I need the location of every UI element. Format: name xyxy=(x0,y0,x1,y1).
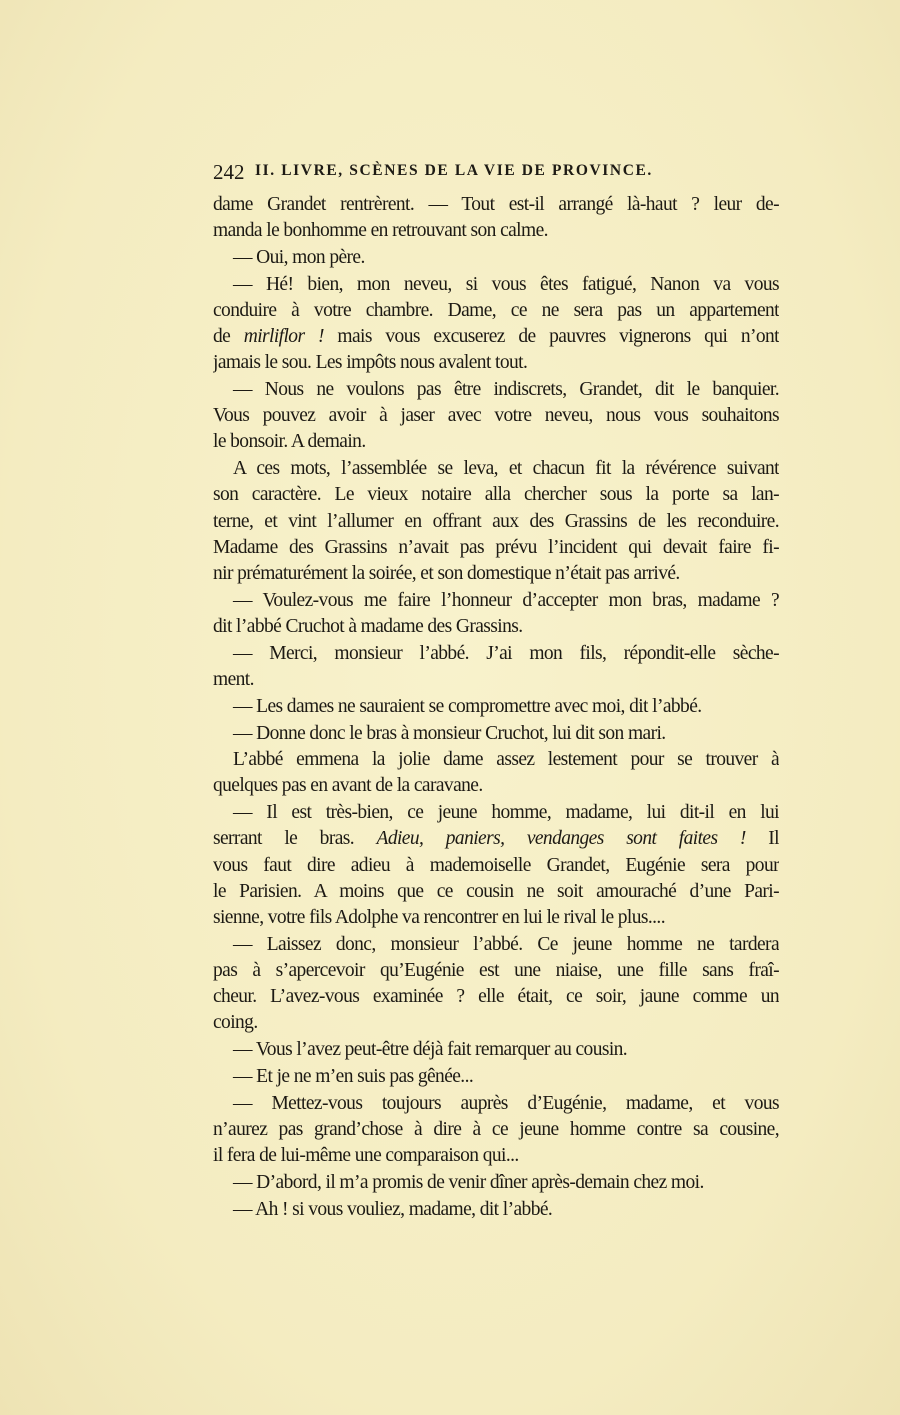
paragraph xyxy=(213,932,779,1037)
paragraph xyxy=(213,1037,779,1063)
text-line xyxy=(213,456,779,482)
paragraph xyxy=(213,1091,779,1170)
text-segment: cheur. L’avez-vous examinée ? elle était, ce soir, jaune comme un xyxy=(213,986,779,1008)
text-segment: — Mettez-vous toujours auprès d’Eugénie, madame, et vous xyxy=(233,1092,779,1114)
text-segment: il fera de lui-même une comparaison qui... xyxy=(213,1145,519,1167)
text-line xyxy=(213,535,779,561)
text-segment: — Nous ne voulons pas être indiscrets, Grandet, dit le banquier. xyxy=(233,379,779,401)
text-segment: dame Grandet rentrèrent. — Tout est-il arrangé là-haut ? leur de- xyxy=(213,194,779,215)
text-segment: jamais le sou. Les impôts nous avalent tout. xyxy=(213,352,528,374)
running-title: II. LIVRE, SCÈNES DE LA VIE DE PROVINCE. xyxy=(255,162,653,179)
text-segment: Vous pouvez avoir à jaser avec votre neveu, nous vous souhaitons xyxy=(213,405,779,427)
text-line xyxy=(213,879,779,905)
text-line xyxy=(213,694,779,720)
text-segment: serrant le bras. xyxy=(213,828,377,850)
text-segment: — Les dames ne sauraient se compromettre avec moi, dit l’abbé. xyxy=(233,695,702,717)
text-segment: mais vous excuserez de pauvres vignerons qui n’ont xyxy=(323,326,779,348)
text-line xyxy=(213,324,779,350)
text-line xyxy=(213,1091,779,1117)
text-segment: sienne, votre fils Adolphe va rencontrer en lui le rival le plus.... xyxy=(213,907,665,928)
paragraph xyxy=(213,456,779,587)
text-segment: — Vous l’avez peut-être déjà fait remarquer au cousin. xyxy=(233,1039,628,1061)
paragraph xyxy=(213,1170,779,1196)
text-line xyxy=(213,1037,779,1063)
text-line xyxy=(213,1064,779,1090)
paragraph xyxy=(213,694,779,720)
text-line xyxy=(213,245,779,271)
text-segment: A ces mots, l’assemblée se leva, et chacun fit la révérence suivant xyxy=(233,458,779,480)
text-segment: Madame des Grassins n’avait pas prévu l’incident qui devait faire fi- xyxy=(213,536,779,558)
paragraph xyxy=(213,747,779,799)
text-segment: pas à s’apercevoir qu’Eugénie est une niaise, une fille sans fraî- xyxy=(213,959,779,981)
text-line xyxy=(213,561,779,587)
text-segment: — Hé! bien, mon neveu, si vous êtes fatigué, Nanon va vous xyxy=(233,273,779,295)
text-segment: Il xyxy=(745,828,779,850)
text-line xyxy=(213,1170,779,1196)
text-segment: — Oui, mon père. xyxy=(233,246,365,268)
text-segment: — D’abord, il m’a promis de venir dîner après-demain chez moi. xyxy=(233,1171,704,1193)
text-line xyxy=(213,509,779,535)
paragraph xyxy=(213,1064,779,1090)
text-segment: de xyxy=(213,326,244,348)
paragraph xyxy=(213,721,779,747)
text-line xyxy=(213,1143,779,1169)
text-line xyxy=(213,773,779,799)
text-line xyxy=(213,218,779,244)
text-segment: — Il est très-bien, ce jeune homme, madame, lui dit-il en lui xyxy=(233,802,779,824)
text-line xyxy=(213,588,779,614)
text-segment: dit l’abbé Cruchot à madame des Grassins. xyxy=(213,615,523,637)
text-segment: manda le bonhomme en retrouvant son calme. xyxy=(213,220,548,242)
text-segment: — Ah ! si vous vouliez, madame, dit l’abbé. xyxy=(233,1198,553,1220)
paragraph xyxy=(213,272,779,377)
text-line xyxy=(213,747,779,773)
text-line xyxy=(213,932,779,958)
text-line xyxy=(213,429,779,455)
text-line xyxy=(213,853,779,879)
text-line xyxy=(213,192,779,218)
text-segment: n’aurez pas grand’chose à dire à ce jeune homme contre sa cousine, xyxy=(213,1118,779,1140)
text-segment: — Et je ne m’en suis pas gênée... xyxy=(233,1065,474,1087)
text-line xyxy=(213,958,779,984)
text-segment: — Merci, monsieur l’abbé. J’ai mon fils, répondit-elle sèche- xyxy=(233,642,779,664)
text-segment: le Parisien. A moins que ce cousin ne soit amouraché d’une Pari- xyxy=(213,880,779,902)
paragraph xyxy=(213,641,779,693)
text-segment: nir prématurément la soirée, et son domestique n’était pas arrivé. xyxy=(213,563,680,584)
text-line xyxy=(213,721,779,747)
running-header xyxy=(213,160,779,186)
text-line xyxy=(213,641,779,667)
paragraph xyxy=(213,1197,779,1223)
text-line xyxy=(213,905,779,931)
paragraph xyxy=(213,377,779,456)
text-segment: quelques pas en avant de la caravane. xyxy=(213,775,483,797)
paragraph xyxy=(213,588,779,640)
text-line xyxy=(213,984,779,1010)
text-line xyxy=(213,1117,779,1143)
text-segment: terne, et vint l’allumer en offrant aux des Grassins de les reconduire. xyxy=(213,510,779,532)
text-segment: — Donne donc le bras à monsieur Cruchot, lui dit son mari. xyxy=(233,722,666,744)
text-line xyxy=(213,826,779,852)
text-line xyxy=(213,272,779,298)
text-segment: le bonsoir. A demain. xyxy=(213,431,366,453)
text-line xyxy=(213,614,779,640)
text-line xyxy=(213,298,779,324)
text-segment: coing. xyxy=(213,1012,258,1034)
text-line xyxy=(213,482,779,508)
text-segment: L’abbé emmena la jolie dame assez lestement pour se trouver à xyxy=(233,749,779,771)
text-line xyxy=(213,1197,779,1223)
text-segment: — Laissez donc, monsieur l’abbé. Ce jeune homme ne tardera xyxy=(233,933,779,955)
italic-text: Adieu, paniers, vendanges sont faites ! xyxy=(376,828,746,850)
text-line xyxy=(213,377,779,403)
text-line xyxy=(213,800,779,826)
text-segment: — Voulez-vous me faire l’honneur d’accepter mon bras, madame ? xyxy=(233,589,779,611)
text-segment: son caractère. Le vieux notaire alla chercher sous la porte sa lan- xyxy=(213,484,779,506)
text-line xyxy=(213,403,779,429)
paragraph xyxy=(213,800,779,931)
text-line xyxy=(213,1010,779,1036)
page-number: 242 xyxy=(213,160,245,184)
italic-text: mirliflor ! xyxy=(243,326,324,348)
text-line xyxy=(213,667,779,693)
text-segment: vous faut dire adieu à mademoiselle Grandet, Eugénie sera pour xyxy=(213,854,779,876)
paragraph xyxy=(213,192,779,244)
text-segment: conduire à votre chambre. Dame, ce ne sera pas un appartement xyxy=(213,299,779,321)
text-segment: ment. xyxy=(213,668,254,690)
body-text xyxy=(213,192,779,1223)
paragraph xyxy=(213,245,779,271)
text-line xyxy=(213,350,779,376)
